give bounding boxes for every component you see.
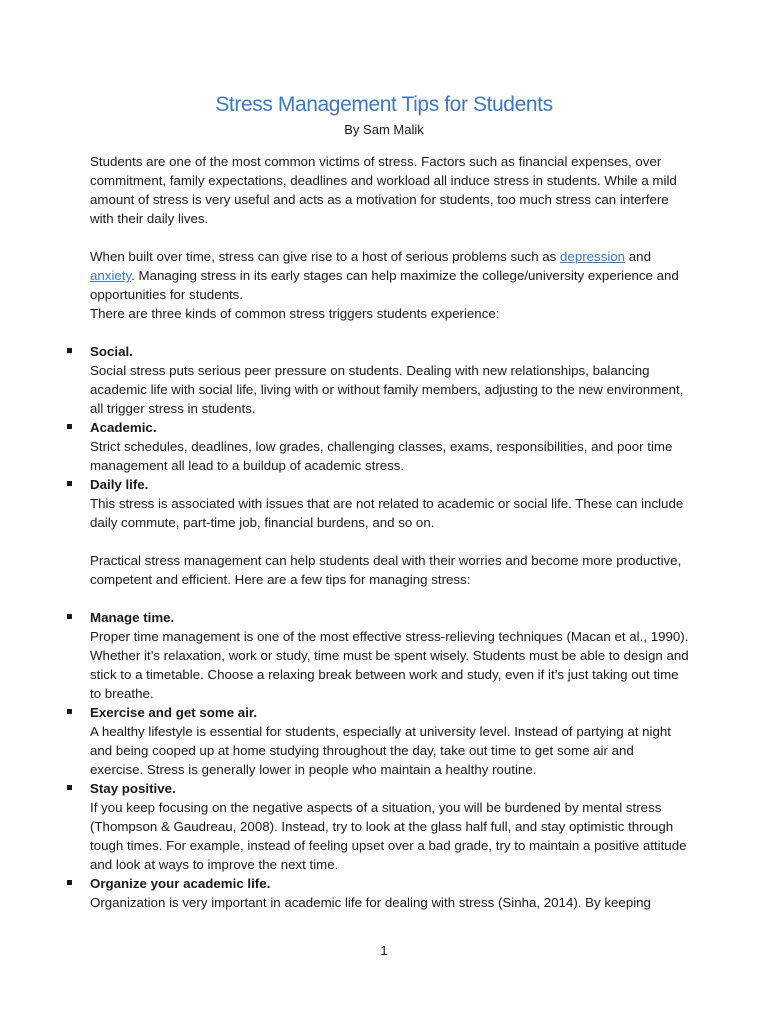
list-item-title: Daily life. [90,477,149,492]
list-item-text: Organization is very important in academic life for dealing with stress (Sinha, 2014). By keeping [90,895,651,910]
bullet-square-icon [67,348,72,353]
intro-paragraph: Students are one of the most common victims of stress. Factors such as financial expenses, over commitment, family expectations, deadlines and workload all induce stress in students. While a mild amount of stress is very useful and acts as a motivation for students, too much stress can interfere with their daily lives. [90,154,677,226]
list-item [90,418,690,475]
problems-text-before: When built over time, stress can give rise to a host of serious problems such as [90,249,561,264]
triggers-intro: There are three kinds of common stress triggers students experience: [90,306,500,321]
list-item-title: Exercise and get some air. [90,705,258,720]
problems-text-between: and [625,249,651,264]
problems-text-after: . Managing stress in its early stages can help maximize the college/university experience and opportunities for students. [90,268,679,302]
bullet-square-icon [67,785,72,790]
list-item [90,475,690,532]
list-item [90,703,690,779]
bullet-square-icon [67,481,72,486]
anxiety-link[interactable]: anxiety [90,268,132,283]
list-item-text: Social stress puts serious peer pressure on students. Dealing with new relationships, balancing academic life with social life, living with or without family members, adjusting to the new environment, all trigger stress in students. [90,363,684,416]
page-number: 1 [380,943,388,958]
tips-list [90,608,690,912]
list-item-title: Academic. [90,420,157,435]
list-item-text: If you keep focusing on the negative aspects of a situation, you will be burdened by mental stress (Thompson & Gaudreau, 2008). Instead, try to look at the glass half full, and stay optimistic through tough times. For example, instead of feeling upset over a bad grade, try to maintain a positive attitude and look at ways to improve the next time. [90,800,687,872]
tips-intro: Practical stress management can help students deal with their worries and become more productive, competent and efficient. Here are a few tips for managing stress: [90,553,682,587]
bullet-square-icon [67,424,72,429]
list-item [90,342,690,418]
document-body [90,152,690,912]
list-item-text: Proper time management is one of the most effective stress-relieving techniques (Macan et al., 1990). Whether it’s relaxation, work or study, time must be spent wisely. Students must be able to design and stick to a timetable. Choose a relaxing break between work and study, even if it’s just taking out time to breathe. [90,629,689,701]
document-author: By Sam Malik [344,122,424,137]
bullet-square-icon [67,880,72,885]
list-item-title: Organize your academic life. [90,876,271,891]
triggers-list [90,342,690,532]
list-item [90,608,690,703]
list-item [90,874,690,912]
list-item-text: This stress is associated with issues that are not related to academic or social life. These can include daily commute, part-time job, financial burdens, and so on. [90,496,684,530]
document-title: Stress Management Tips for Students [215,93,553,116]
list-item-text: A healthy lifestyle is essential for students, especially at university level. Instead of partying at night and being cooped up at home studying throughout the day, take out time to get some air and exercise. Stress is generally lower in people who maintain a healthy routine. [90,724,671,777]
depression-link[interactable]: depression [560,249,626,264]
list-item-title: Stay positive. [90,781,176,796]
problems-paragraph [90,247,690,304]
list-item-title: Manage time. [90,610,175,625]
bullet-square-icon [67,614,72,619]
list-item-title: Social. [90,344,133,359]
bullet-square-icon [67,709,72,714]
list-item [90,779,690,874]
list-item-text: Strict schedules, deadlines, low grades, challenging classes, exams, responsibilities, and poor time management all lead to a buildup of academic stress. [90,439,673,473]
